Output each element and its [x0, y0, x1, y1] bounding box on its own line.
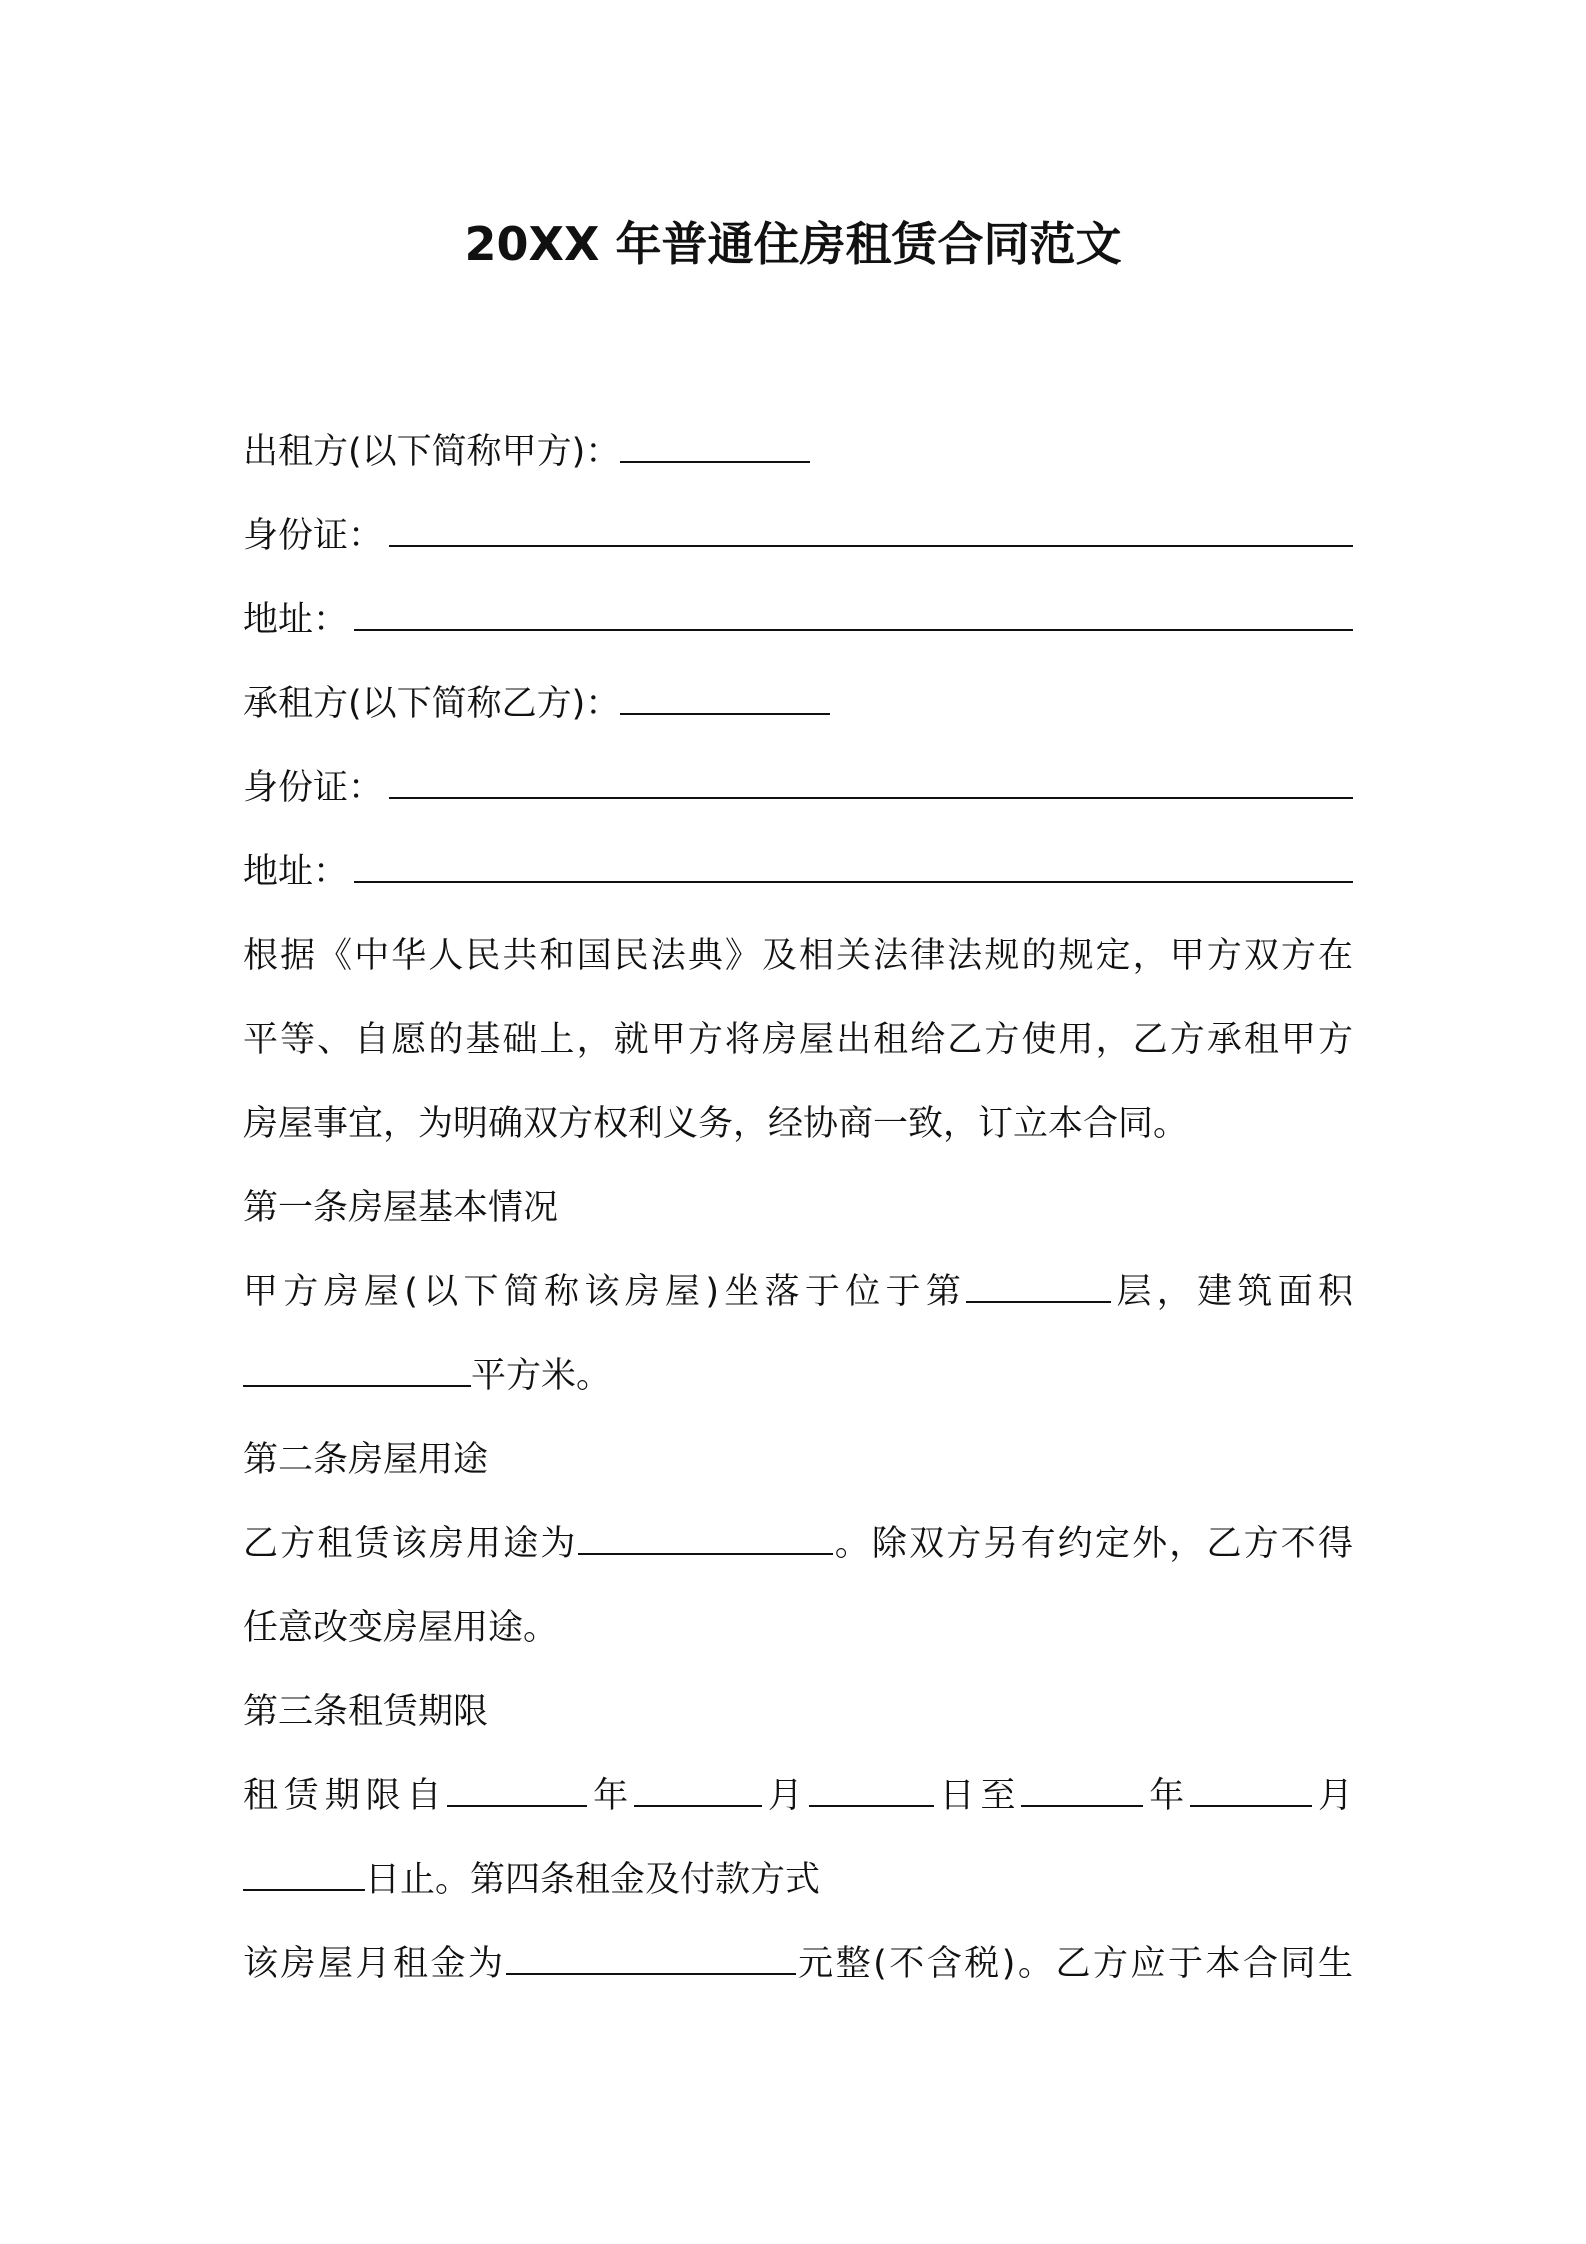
- article2-purpose-text: 乙方租赁该房用途为: [243, 1524, 578, 1564]
- purpose-blank: [578, 1507, 833, 1555]
- lessor-address-label: 地址：: [243, 600, 349, 640]
- article3-line-1: [243, 1754, 1353, 1838]
- lessor-id-label: 身份证：: [243, 516, 384, 556]
- lessee-address-line: [243, 830, 1353, 914]
- preamble-line-2: 平等、自愿的基础上，就甲方将房屋出租给乙方使用，乙方承租甲方: [243, 1020, 1353, 1060]
- article4-rent-text: 该房屋月租金为: [243, 1944, 506, 1984]
- article1-line-2: [243, 1334, 1353, 1418]
- document-body: [243, 410, 1353, 2006]
- article2-line-2: 任意改变房屋用途。: [243, 1608, 559, 1648]
- end-month-blank: [1190, 1759, 1312, 1807]
- article1-unit-text: 平方米。: [471, 1356, 612, 1396]
- lessee-name-blank: [620, 667, 830, 715]
- end-day-blank: [243, 1843, 365, 1891]
- start-day-label: 日至: [933, 1776, 1022, 1816]
- article1-area-text: 层，建筑面积: [1111, 1272, 1353, 1312]
- lessee-id-blank: [389, 747, 1353, 799]
- rent-blank: [506, 1927, 796, 1975]
- lessor-line: [243, 410, 1353, 494]
- area-blank: [243, 1339, 471, 1387]
- article4-line-1: [243, 1922, 1353, 2006]
- lessee-id-line: [243, 746, 1353, 830]
- lessor-id-line: [243, 494, 1353, 578]
- article2-heading: 第二条房屋用途: [243, 1440, 489, 1480]
- end-year-label: 年: [1143, 1776, 1191, 1816]
- article3-heading: 第三条租赁期限: [243, 1692, 489, 1732]
- article3-start-text: 租赁期限自: [243, 1776, 448, 1816]
- document-title: 20XX 年普通住房租赁合同范文: [464, 217, 1122, 271]
- lessor-address-blank: [354, 579, 1353, 631]
- lessor-id-blank: [389, 495, 1353, 547]
- article1-location-text: 甲方房屋(以下简称该房屋)坐落于位于第: [243, 1272, 967, 1312]
- end-year-blank: [1021, 1759, 1143, 1807]
- article2-line-1: [243, 1502, 1353, 1586]
- preamble-line-3: 房屋事宜，为明确双方权利义务，经协商一致，订立本合同。: [243, 1104, 1189, 1144]
- article4-payment-text: 元整(不含税)。乙方应于本合同生: [795, 1944, 1353, 1984]
- article1-line-1: [243, 1250, 1353, 1334]
- lessee-id-label: 身份证：: [243, 768, 384, 808]
- start-year-blank: [447, 1759, 587, 1807]
- lessor-address-line: [243, 578, 1353, 662]
- article2-restriction-text: 。除双方另有约定外，乙方不得: [832, 1524, 1353, 1564]
- floor-blank: [966, 1255, 1111, 1303]
- article1-heading: 第一条房屋基本情况: [243, 1188, 559, 1228]
- end-month-label: 月: [1312, 1776, 1353, 1816]
- lessor-label: 出租方(以下简称甲方)：: [243, 432, 621, 472]
- lessee-address-blank: [354, 831, 1353, 883]
- article3-end-text: 日止。第四条租金及付款方式: [365, 1860, 821, 1900]
- start-year-label: 年: [587, 1776, 635, 1816]
- lessor-name-blank: [620, 415, 810, 463]
- start-month-label: 月: [762, 1776, 809, 1816]
- preamble-line-1: 根据《中华人民共和国民法典》及相关法律法规的规定，甲方双方在: [243, 936, 1353, 976]
- lessee-label: 承租方(以下简称乙方)：: [243, 684, 621, 724]
- lessee-line: [243, 662, 1353, 746]
- article3-line-2: [243, 1838, 1353, 1922]
- lessee-address-label: 地址：: [243, 852, 349, 892]
- start-month-blank: [634, 1759, 762, 1807]
- start-day-blank: [809, 1759, 934, 1807]
